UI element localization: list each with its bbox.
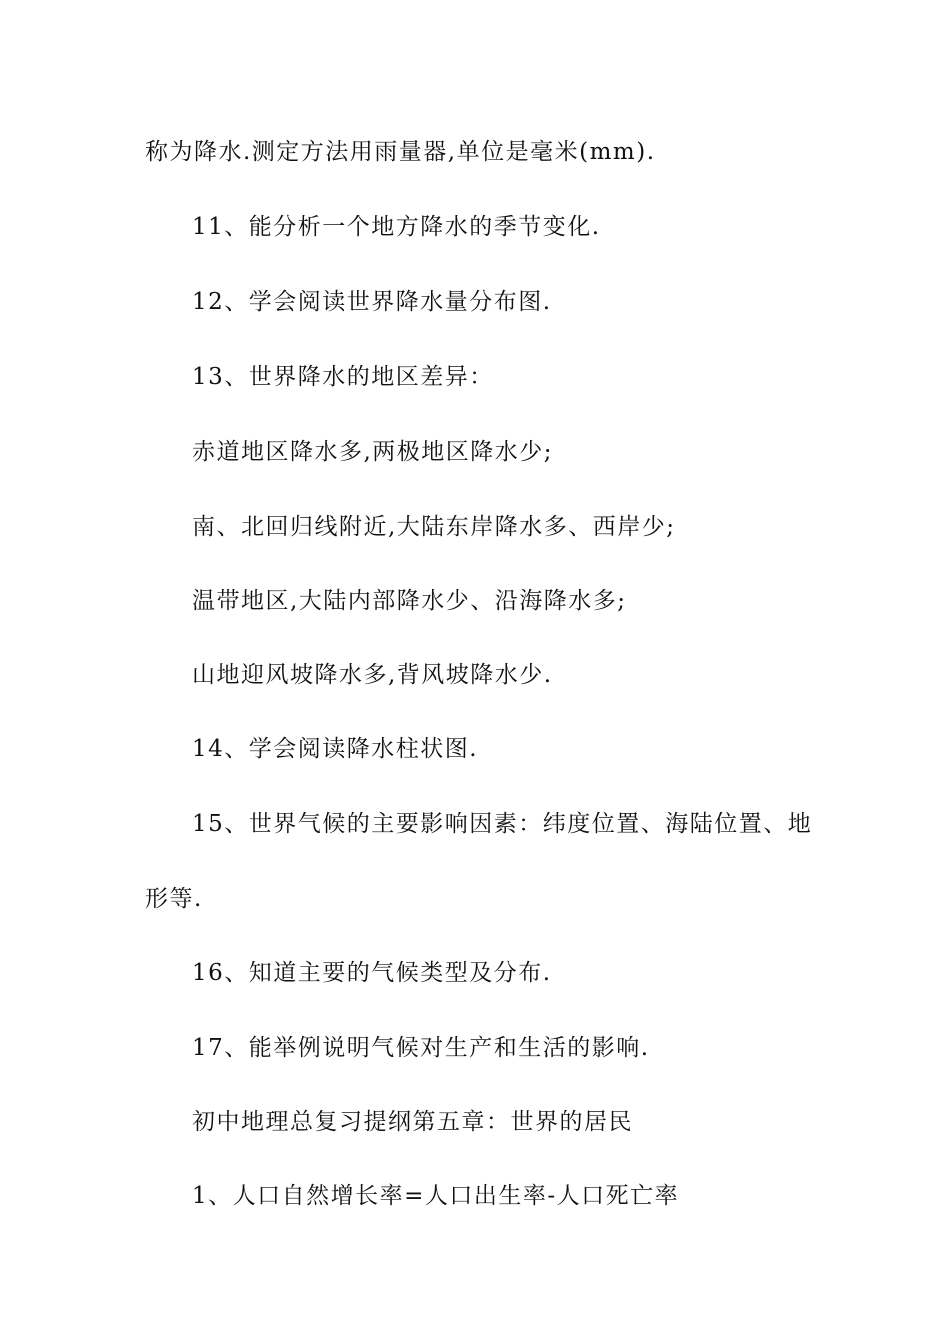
section-heading-line: 初中地理总复习提纲第五章：世界的居民 <box>192 1109 633 1135</box>
paragraph-line: 温带地区,大陆内部降水少、沿海降水多; <box>192 588 627 614</box>
paragraph-line: 14、学会阅读降水柱状图. <box>192 736 479 762</box>
paragraph-line: 称为降水.测定方法用雨量器,单位是毫米(mm). <box>145 139 656 165</box>
paragraph-line: 山地迎风坡降水多,背风坡降水少. <box>192 662 553 688</box>
paragraph-line: 17、能举例说明气候对生产和生活的影响. <box>192 1035 650 1061</box>
paragraph-line: 南、北回归线附近,大陆东岸降水多、西岸少; <box>192 514 676 540</box>
paragraph-line: 13、世界降水的地区差异： <box>192 364 494 390</box>
paragraph-line: 15、世界气候的主要影响因素：纬度位置、海陆位置、地 <box>192 811 813 837</box>
paragraph-line: 1、人口自然增长率=人口出生率-人口死亡率 <box>192 1183 680 1209</box>
paragraph-line: 16、知道主要的气候类型及分布. <box>192 960 552 986</box>
paragraph-line: 形等. <box>145 886 203 912</box>
paragraph-line: 12、学会阅读世界降水量分布图. <box>192 289 552 315</box>
paragraph-line: 赤道地区降水多,两极地区降水少; <box>192 439 554 465</box>
paragraph-line: 11、能分析一个地方降水的季节变化. <box>192 214 601 240</box>
